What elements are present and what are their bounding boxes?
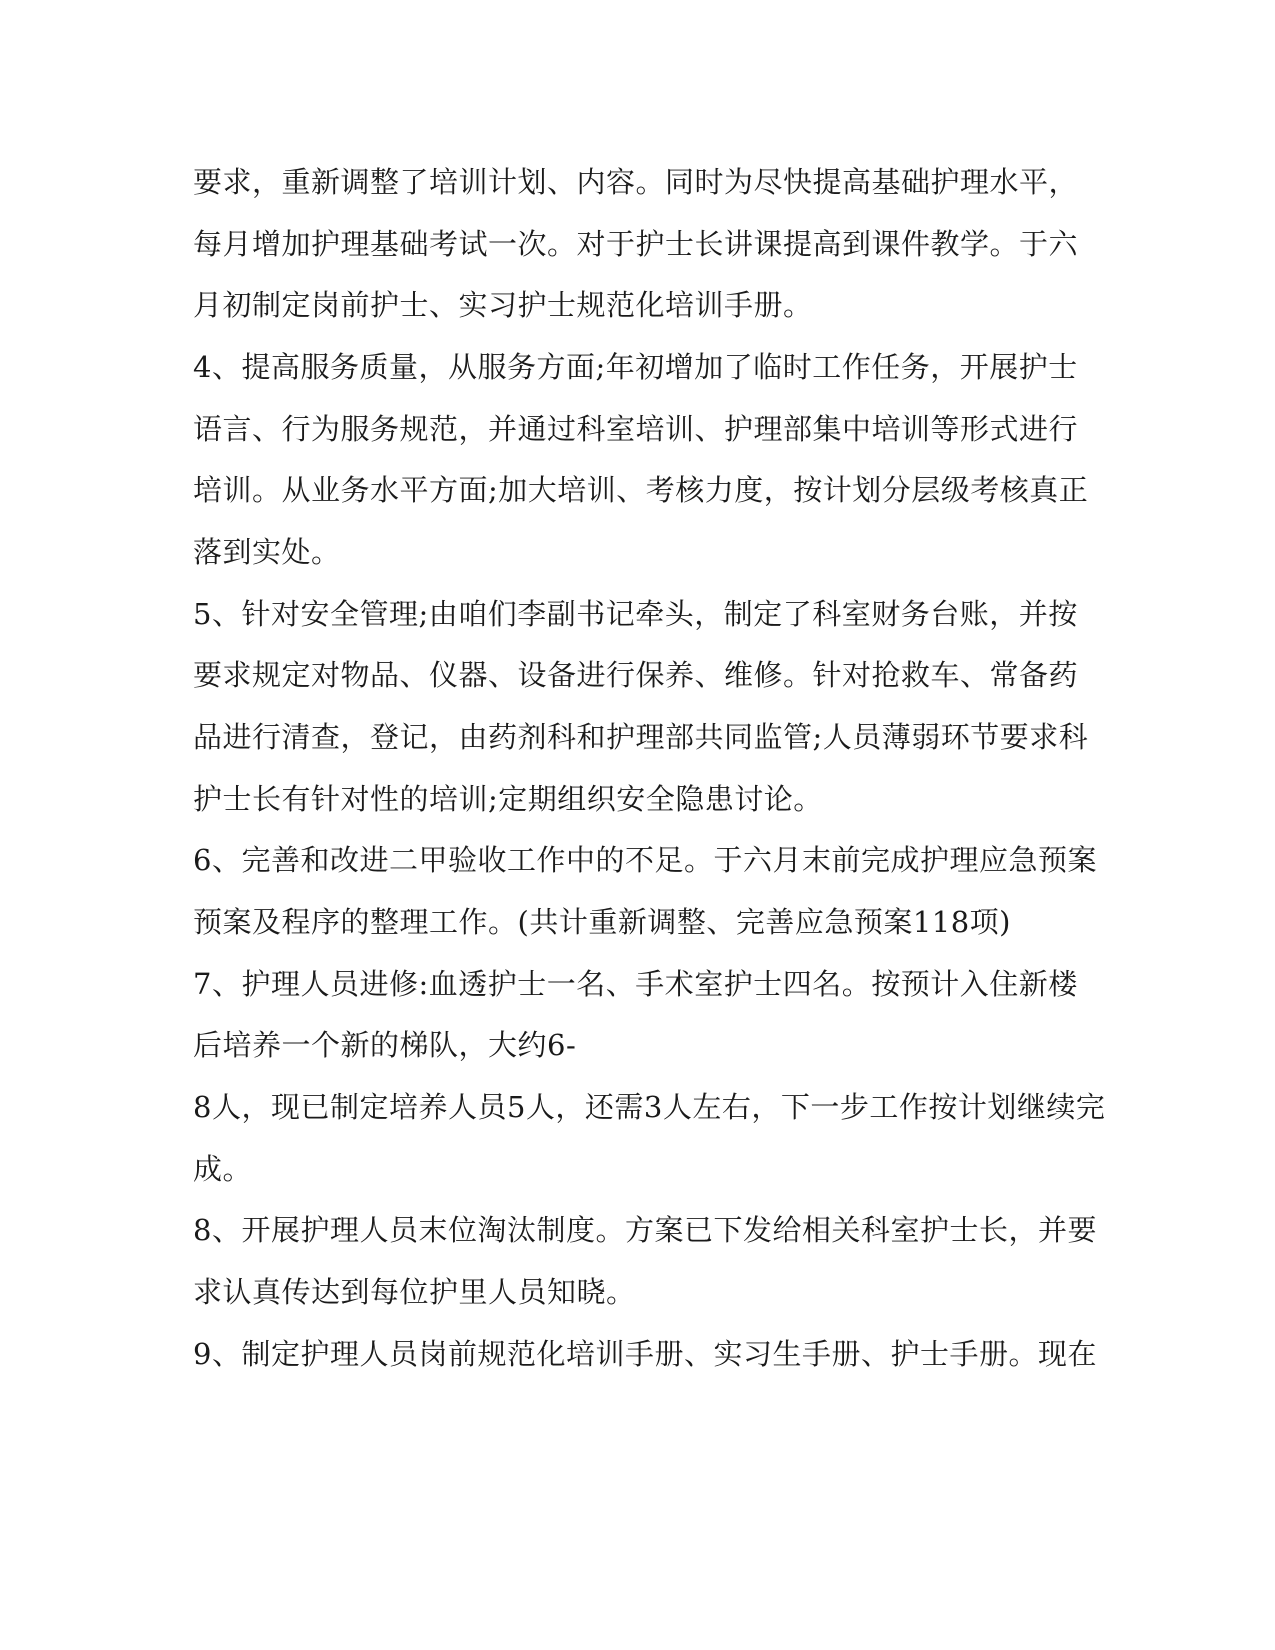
text-line: 语言、行为服务规范，并通过科室培训、护理部集中培训等形式进行 — [193, 412, 1079, 446]
text-line: 培训。从业务水平方面;加大培训、考核力度，按计划分层级考核真正 — [193, 473, 1089, 507]
text-line: 4、提高服务质量，从服务方面;年初增加了临时工作任务，开展护士 — [193, 350, 1078, 384]
text-line: 每月增加护理基础考试一次。对于护士长讲课提高到课件教学。于六 — [193, 227, 1079, 261]
text-line: 6、完善和改进二甲验收工作中的不足。于六月末前完成护理应急预案 — [193, 843, 1097, 877]
text-line: 7、护理人员进修:血透护士一名、手术室护士四名。按预计入住新楼 — [193, 967, 1078, 1001]
text-line: 后培养一个新的梯队，大约6- — [193, 1028, 577, 1062]
text-line: 9、制定护理人员岗前规范化培训手册、实习生手册、护士手册。现在 — [193, 1337, 1097, 1371]
text-line: 8、开展护理人员末位淘汰制度。方案已下发给相关科室护士长，并要 — [193, 1213, 1097, 1247]
text-line: 预案及程序的整理工作。(共计重新调整、完善应急预案118项) — [193, 905, 1011, 939]
text-line: 8人，现已制定培养人员5人，还需3人左右，下一步工作按计划继续完 — [193, 1090, 1106, 1124]
text-line: 品进行清查，登记，由药剂科和护理部共同监管;人员薄弱环节要求科 — [193, 720, 1089, 754]
text-line: 落到实处。 — [193, 535, 341, 569]
text-line: 护士长有针对性的培训;定期组织安全隐患讨论。 — [193, 782, 823, 816]
text-line: 要求规定对物品、仪器、设备进行保养、维修。针对抢救车、常备药 — [193, 658, 1079, 692]
text-line: 成。 — [193, 1152, 253, 1186]
text-line: 月初制定岗前护士、实习护士规范化培训手册。 — [193, 288, 813, 322]
text-line: 5、针对安全管理;由咱们李副书记牵头，制定了科室财务台账，并按 — [193, 597, 1078, 631]
text-line: 求认真传达到每位护里人员知晓。 — [193, 1275, 636, 1309]
text-line: 要求，重新调整了培训计划、内容。同时为尽快提高基础护理水平， — [193, 165, 1079, 199]
